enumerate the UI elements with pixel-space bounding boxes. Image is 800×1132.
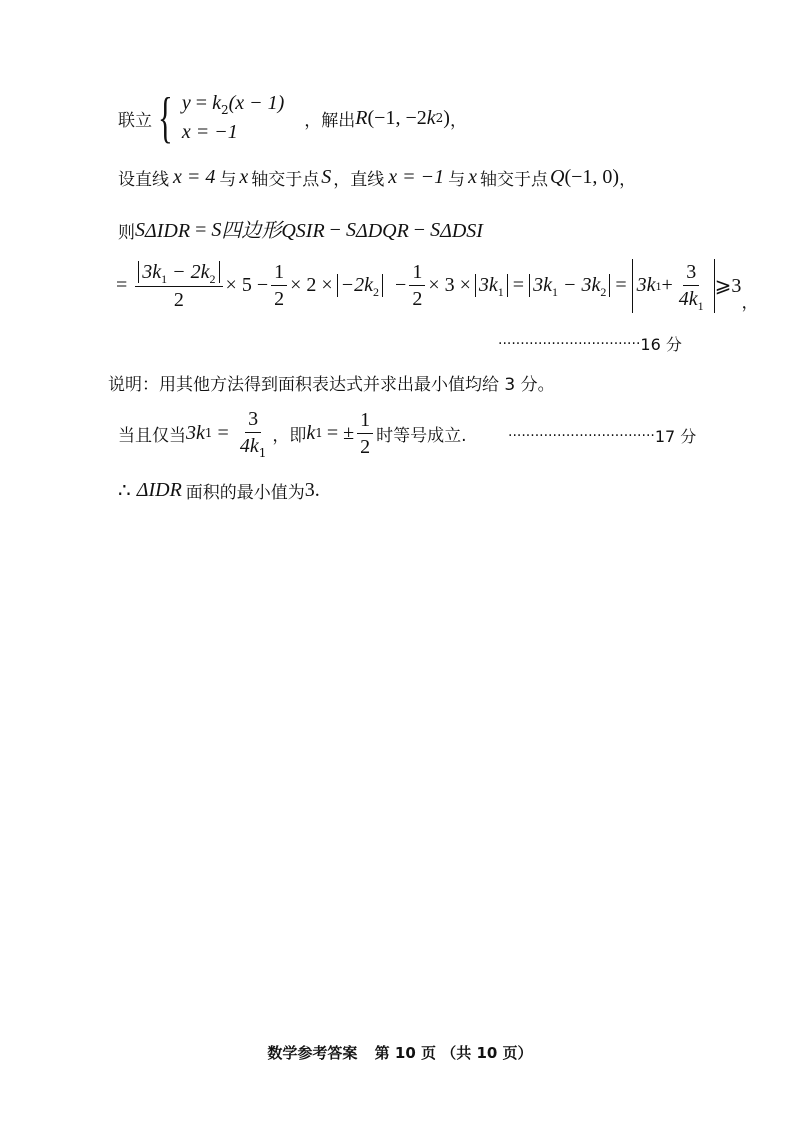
text-lianli: 联立: [118, 110, 152, 131]
fraction-2: $\frac{1}{2}$: [271, 261, 287, 310]
fraction-4: $\frac{3}{4k_1}$: [678, 261, 704, 313]
left-brace: {: [158, 87, 173, 149]
point-r: R: [355, 106, 368, 129]
text-jiechu: ，解出: [304, 110, 356, 131]
abs-3k1-plus-fraction: 3k 1 + $\frac{3}{4k_1}$: [632, 259, 715, 313]
eq-x-neg1: x = −1: [388, 166, 445, 188]
abs-neg2k2: $-2k_2$: [337, 274, 383, 297]
fraction-3: $\frac{1}{2}$: [409, 261, 425, 310]
line-system: 联立 { $y = k_2(x - 1)$ x = −1 ，解出 R (−1, −2 k 2 ) ，: [118, 87, 467, 149]
equation-1: $y = k_2(x - 1)$: [181, 92, 285, 117]
fraction-one-half: $\frac{1}{2}$: [357, 409, 373, 458]
coord-q: (−1, 0): [564, 166, 620, 188]
fraction-3-over-4k1: $\frac{3}{4k_1}$: [239, 408, 267, 460]
line-area-decomposition: 则 S ΔIDR = S 四边形QSIR − S ΔDQR − S ΔDSI: [118, 219, 483, 243]
footer-subject: 数学参考答案: [267, 1044, 358, 1062]
line-equality-condition: 当且仅当 3k 1 = $\frac{3}{4k_1}$ ，即 k 1 = ± $\frac{1}{2}$ 时等号成立.: [118, 408, 467, 460]
line-lines-intersect: 设直线 x = 4 与 x 轴交于点 S ，直线 x = −1 与 x 轴交于点 Q (−1, 0) ，: [118, 166, 637, 190]
eq-x-4: x = 4: [173, 166, 216, 188]
score-16: ································ 16 分: [498, 335, 682, 354]
equation-2: x = −1: [181, 121, 238, 143]
coord-r-open: (−1, −2: [367, 106, 427, 129]
fraction-1: $\frac{3k_1 - 2k_2}{2}$: [135, 261, 222, 311]
footer-page: 第 10 页: [374, 1044, 436, 1062]
page-footer: [0, 1042, 800, 1063]
line-conclusion: ∴ ΔIDR 面积的最小值为 3.: [118, 479, 320, 503]
point-s: S: [321, 166, 332, 188]
comma: ，: [449, 110, 467, 131]
coord-r-k: k: [426, 106, 436, 129]
grading-note: 说明：用其他方法得到面积表达式并求出最小值均给 3 分。: [108, 375, 555, 395]
therefore-symbol: ∴: [118, 480, 131, 502]
footer-total: （共 10 页）: [441, 1044, 533, 1062]
point-q: Q: [550, 166, 565, 188]
score-17: ································· 17 分: [508, 427, 697, 446]
coord-r-close: ): [443, 106, 450, 129]
line-area-computation: = $\frac{3k_1 - 2k_2}{2}$ × 5 − $\frac{1}{2}$ × 2 × $-2k_2$ − $\frac{1}{2}$ × 3 × $3k_1$ = $3k_1 - 3k_2$ = 3k 1 + $\frac{3}{4k_1}$ ⩾3 ，: [116, 260, 759, 313]
abs-3k1-minus-3k2: $3k_1 - 3k_2$: [529, 274, 610, 297]
abs-3k1: $3k_1$: [475, 274, 508, 297]
equation-system: [182, 92, 284, 144]
